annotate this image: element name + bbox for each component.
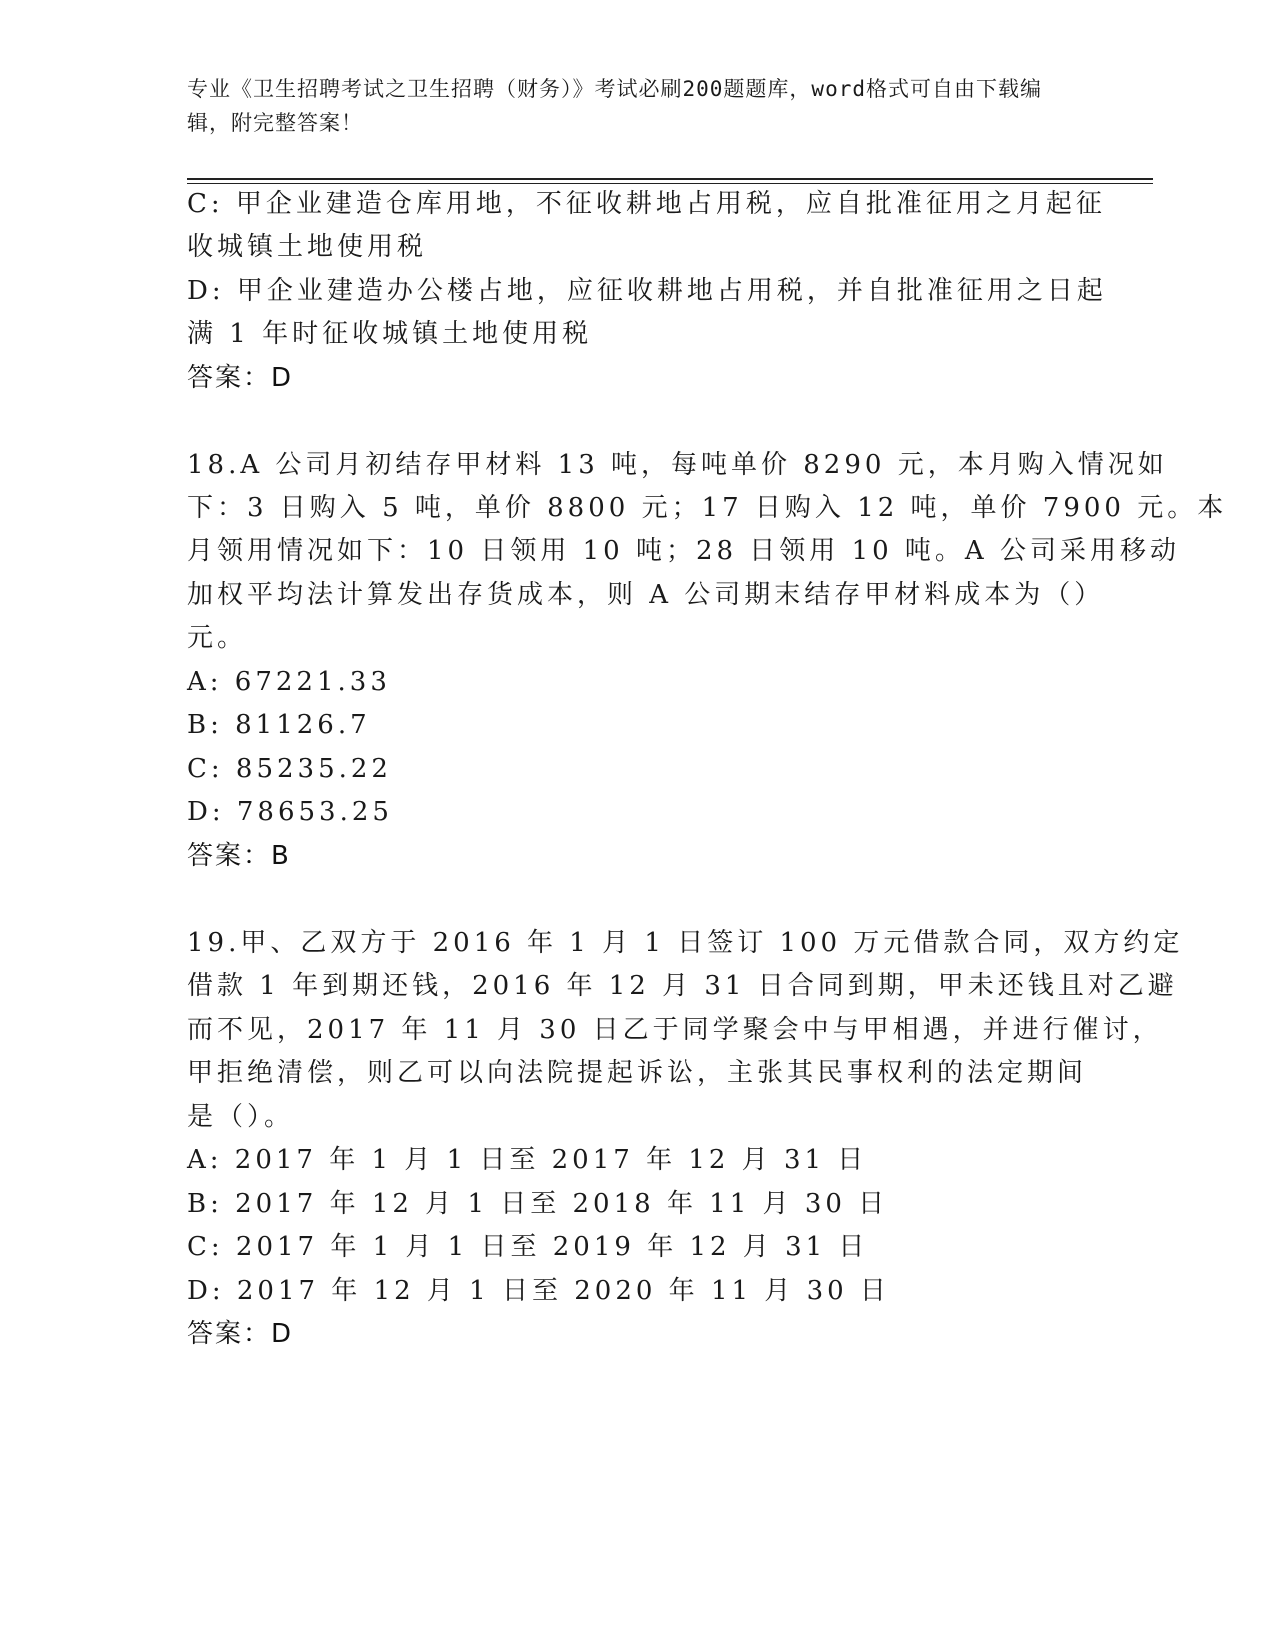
q19-stem-line2: 借款 1 年到期还钱，2016 年 12 月 31 日合同到期，甲未还钱且对乙避 [187,971,1178,1001]
q19-stem-line4: 甲拒绝清偿，则乙可以向法院提起诉讼，主张其民事权利的法定期间 [187,1058,1088,1088]
q19-stem-line3: 而不见，2017 年 11 月 30 日乙于同学聚会中与甲相遇，并进行催讨， [187,1015,1163,1045]
q18-stem-line5: 元。 [187,623,248,653]
q18-stem-line1: 18.A 公司月初结存甲材料 13 吨，每吨单价 8290 元，本月购入情况如 [187,450,1168,480]
q18-answer: 答案：B [187,841,291,871]
q17-option-c-line1: C: 甲企业建造仓库用地，不征收耕地占用税，应自批准征用之月起征 [187,189,1106,219]
q17-option-d-line1: D: 甲企业建造办公楼占地，应征收耕地占用税，并自批准征用之日起 [187,276,1107,306]
document-header: 专业《卫生招聘考试之卫生招聘（财务）》考试必刷200题题库，word格式可自由下载编辑，附完整答案！ [187,77,1042,135]
q17-answer: 答案：D [187,363,294,393]
q18-stem-line4: 加权平均法计算发出存货成本，则 A 公司期末结存甲材料成本为（） [187,580,1105,610]
q19-answer: 答案：D [187,1319,294,1349]
q17-option-d-line2: 满 1 年时征收城镇土地使用税 [187,319,593,349]
header-divider-thick [187,178,1153,180]
q17-option-c-line2: 收城镇土地使用税 [187,232,428,262]
q19-stem-line5: 是（）。 [187,1102,295,1132]
q18-option-c: C: 85235.22 [187,754,392,784]
q19-stem-line1: 19.甲、乙双方于 2016 年 1 月 1 日签订 100 万元借款合同，双方约定 [187,928,1184,958]
q18-option-b: B: 81126.7 [187,710,371,740]
q19-option-a: A: 2017 年 1 月 1 日至 2017 年 12 月 31 日 [187,1145,868,1175]
q18-stem-line3: 月领用情况如下：10 日领用 10 吨；28 日领用 10 吨。A 公司采用移动 [187,536,1180,566]
q19-option-d: D: 2017 年 12 月 1 日至 2020 年 11 月 30 日 [187,1276,890,1306]
q19-option-c: C: 2017 年 1 月 1 日至 2019 年 12 月 31 日 [187,1232,869,1262]
header-divider-thin [187,183,1153,184]
q18-option-a: A: 67221.33 [187,667,391,697]
q19-option-b: B: 2017 年 12 月 1 日至 2018 年 11 月 30 日 [187,1189,889,1219]
q18-option-d: D: 78653.25 [187,797,393,827]
q18-stem-line2: 下：3 日购入 5 吨，单价 8800 元；17 日购入 12 吨，单价 7900 元。本 [187,493,1228,523]
